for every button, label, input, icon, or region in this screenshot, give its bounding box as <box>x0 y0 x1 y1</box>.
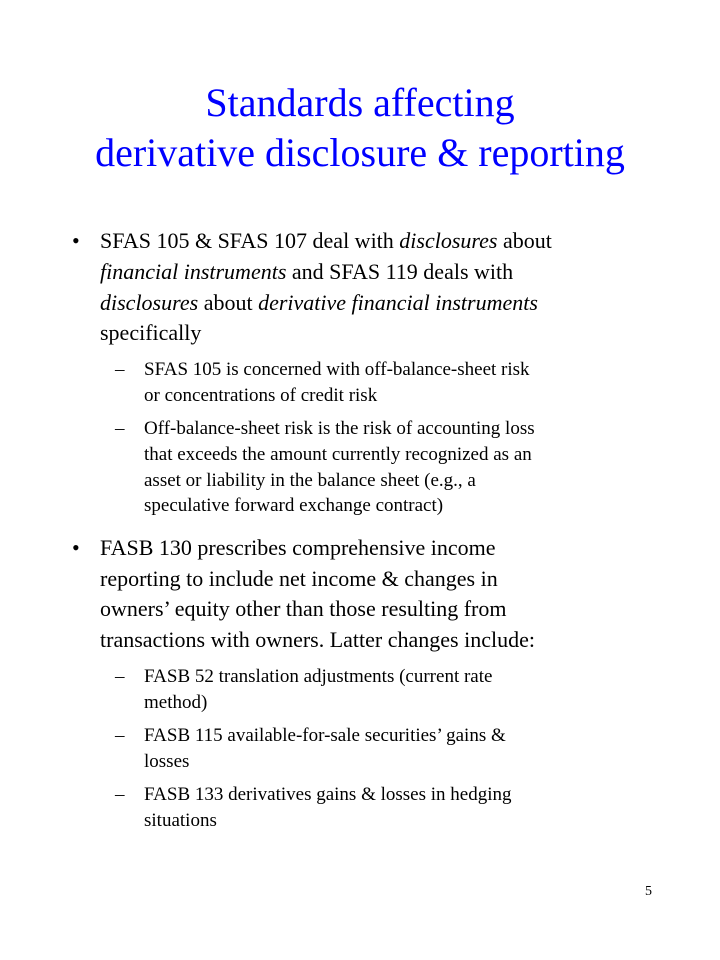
sub-bullet-line: FASB 52 translation adjustments (current rate <box>144 665 493 687</box>
bullet-line <box>100 226 682 257</box>
page-number: 5 <box>645 884 652 899</box>
bullet-line: FASB 130 prescribes comprehensive income <box>100 534 496 560</box>
text-run: SFAS 105 & SFAS 107 deal with <box>100 228 400 253</box>
sub-bullet-line: speculative forward exchange contract) <box>144 495 444 517</box>
bullet-line: transactions with owners. Latter changes include: <box>100 627 535 653</box>
dash-mark: – <box>115 784 125 806</box>
italic-run: disclosures <box>399 228 498 253</box>
sub-bullet-line: or concentrations of credit risk <box>144 384 378 406</box>
bullet-mark: • <box>72 228 80 253</box>
sub-bullet-line: asset or liability in the balance sheet (e.g., a <box>144 469 476 491</box>
sub-bullets-fasb <box>72 664 682 834</box>
dash-mark: – <box>115 418 125 440</box>
bullet-fasb-130 <box>72 533 682 656</box>
bullet-line: owners’ equity other than those resulting from <box>100 596 507 622</box>
bullet-line: specifically <box>100 320 202 346</box>
title-line-2: derivative disclosure & reporting <box>95 130 625 175</box>
bullet-mark: • <box>72 534 80 560</box>
italic-run: disclosures <box>100 289 199 315</box>
sub-bullet-line: FASB 133 derivatives gains & losses in hedging <box>144 784 512 806</box>
sub-bullet-sfas-105 <box>72 357 682 408</box>
bullet-line <box>100 288 682 319</box>
sub-bullet-line: method) <box>144 691 208 713</box>
slide-content <box>72 226 682 848</box>
sub-bullet-fasb-115 <box>72 723 682 774</box>
bullet-sfas-disclosures <box>72 226 682 349</box>
sub-bullet-line: FASB 115 available-for-sale securities’ gains & <box>144 725 506 747</box>
sub-bullet-line: Off-balance-sheet risk is the risk of accounting loss <box>144 418 535 440</box>
text-run: and SFAS 119 deals with <box>286 258 514 284</box>
sub-bullet-line: losses <box>144 750 190 772</box>
sub-bullet-fasb-52 <box>72 664 682 715</box>
title-line-1: Standards affecting <box>205 80 515 125</box>
sub-bullets-sfas <box>72 357 682 519</box>
sub-bullet-line: situations <box>144 809 217 831</box>
sub-bullet-off-balance-sheet <box>72 416 682 518</box>
sub-bullet-line: that exceeds the amount currently recognized as an <box>144 443 532 465</box>
bullet-line <box>100 257 682 288</box>
text-run: about <box>198 289 259 315</box>
sub-bullet-fasb-133 <box>72 782 682 833</box>
slide-title <box>0 78 720 178</box>
italic-run: derivative financial instruments <box>258 289 538 315</box>
text-run: about <box>497 228 552 253</box>
sub-bullet-line: SFAS 105 is concerned with off-balance-sheet risk <box>144 359 530 381</box>
dash-mark: – <box>115 665 125 687</box>
bullet-line: reporting to include net income & changes in <box>100 565 498 591</box>
italic-run: financial instruments <box>100 258 287 284</box>
dash-mark: – <box>115 725 125 747</box>
dash-mark: – <box>115 359 125 381</box>
